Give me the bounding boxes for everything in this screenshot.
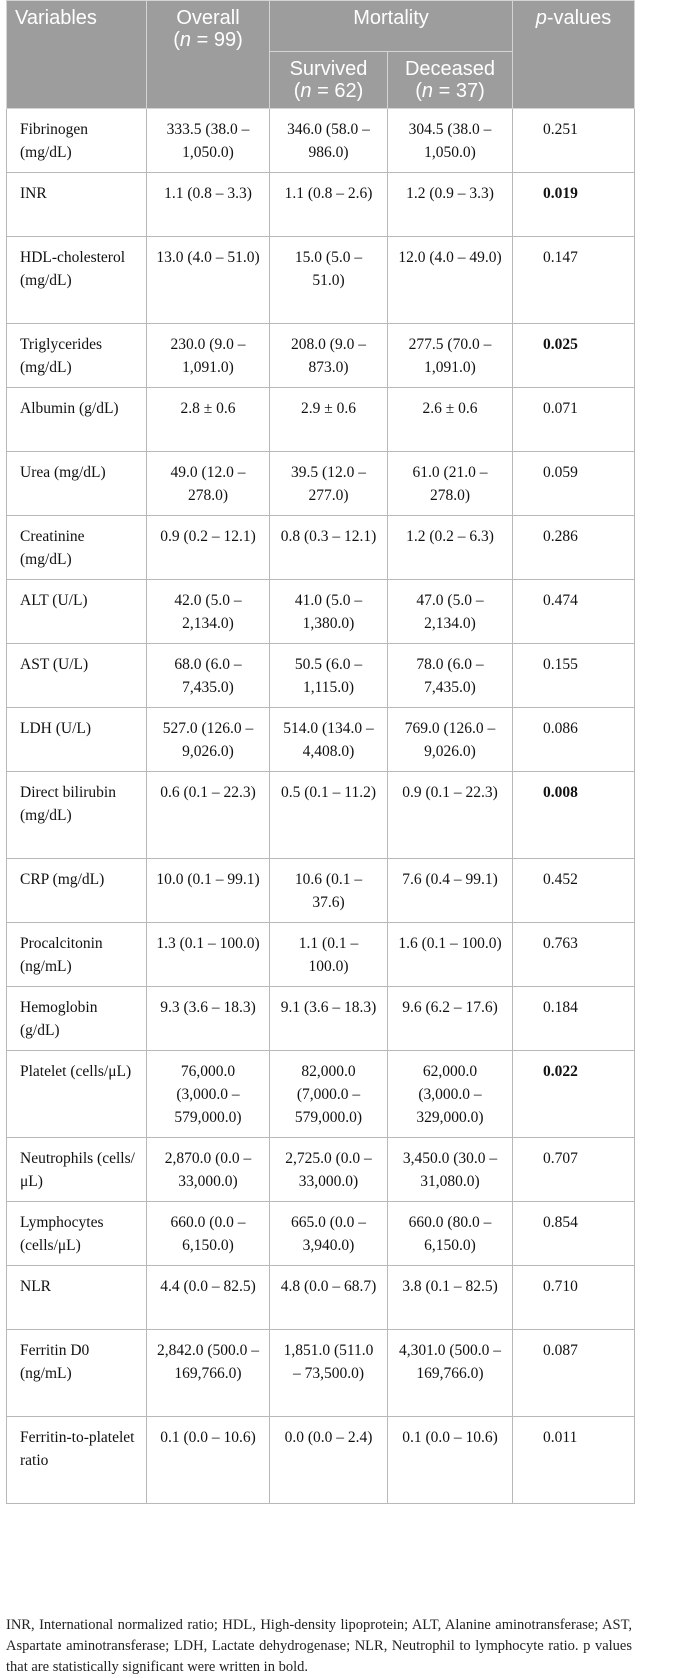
cell-survived: 50.5 (6.0 – 1,115.0) bbox=[270, 644, 388, 708]
cell-variable: AST (U/L) bbox=[7, 644, 147, 708]
cell-variable: Ferritin D0 (ng/mL) bbox=[7, 1330, 147, 1417]
lab-results-table bbox=[6, 0, 635, 1504]
cell-survived: 4.8 (0.0 – 68.7) bbox=[270, 1266, 388, 1330]
cell-survived: 514.0 (134.0 – 4,408.0) bbox=[270, 708, 388, 772]
table-row bbox=[7, 1202, 635, 1266]
cell-survived: 0.5 (0.1 – 11.2) bbox=[270, 772, 388, 859]
cell-pvalue: 0.452 bbox=[513, 859, 635, 923]
cell-pvalue: 0.025 bbox=[513, 324, 635, 388]
table-row bbox=[7, 516, 635, 580]
cell-variable: NLR bbox=[7, 1266, 147, 1330]
cell-deceased: 61.0 (21.0 – 278.0) bbox=[388, 452, 513, 516]
cell-deceased: 1.2 (0.9 – 3.3) bbox=[388, 173, 513, 237]
table-body bbox=[7, 109, 635, 1504]
header-overall-n: (n = 99) bbox=[173, 29, 243, 51]
cell-overall: 13.0 (4.0 – 51.0) bbox=[147, 237, 270, 324]
cell-variable: Creatinine (mg/dL) bbox=[7, 516, 147, 580]
cell-variable: HDL-cholesterol (mg/dL) bbox=[7, 237, 147, 324]
cell-deceased: 277.5 (70.0 – 1,091.0) bbox=[388, 324, 513, 388]
cell-pvalue: 0.019 bbox=[513, 173, 635, 237]
cell-variable: Direct bilirubin (mg/dL) bbox=[7, 772, 147, 859]
cell-deceased: 2.6 ± 0.6 bbox=[388, 388, 513, 452]
table-row bbox=[7, 644, 635, 708]
cell-pvalue: 0.251 bbox=[513, 109, 635, 173]
cell-pvalue: 0.011 bbox=[513, 1417, 635, 1504]
table-row bbox=[7, 580, 635, 644]
cell-survived: 15.0 (5.0 – 51.0) bbox=[270, 237, 388, 324]
table-row bbox=[7, 1138, 635, 1202]
cell-variable: Neutrophils (cells/μL) bbox=[7, 1138, 147, 1202]
cell-variable: Hemoglobin (g/dL) bbox=[7, 987, 147, 1051]
table-row bbox=[7, 388, 635, 452]
cell-variable: Ferritin-to-platelet ratio bbox=[7, 1417, 147, 1504]
table-row bbox=[7, 237, 635, 324]
header-pvalues: p-values bbox=[513, 1, 635, 109]
cell-survived: 9.1 (3.6 – 18.3) bbox=[270, 987, 388, 1051]
cell-pvalue: 0.184 bbox=[513, 987, 635, 1051]
cell-deceased: 9.6 (6.2 – 17.6) bbox=[388, 987, 513, 1051]
cell-pvalue: 0.474 bbox=[513, 580, 635, 644]
cell-pvalue: 0.155 bbox=[513, 644, 635, 708]
cell-survived: 1.1 (0.8 – 2.6) bbox=[270, 173, 388, 237]
header-overall-label: Overall bbox=[176, 7, 240, 29]
cell-deceased: 4,301.0 (500.0 – 169,766.0) bbox=[388, 1330, 513, 1417]
cell-overall: 9.3 (3.6 – 18.3) bbox=[147, 987, 270, 1051]
cell-deceased: 0.9 (0.1 – 22.3) bbox=[388, 772, 513, 859]
table-row bbox=[7, 1266, 635, 1330]
cell-survived: 10.6 (0.1 – 37.6) bbox=[270, 859, 388, 923]
cell-overall: 1.1 (0.8 – 3.3) bbox=[147, 173, 270, 237]
cell-survived: 2,725.0 (0.0 – 33,000.0) bbox=[270, 1138, 388, 1202]
cell-survived: 39.5 (12.0 – 277.0) bbox=[270, 452, 388, 516]
header-survived-label: Survived bbox=[289, 58, 368, 80]
header-survived bbox=[270, 52, 388, 109]
cell-deceased: 62,000.0 (3,000.0 – 329,000.0) bbox=[388, 1051, 513, 1138]
cell-deceased: 304.5 (38.0 – 1,050.0) bbox=[388, 109, 513, 173]
cell-pvalue: 0.763 bbox=[513, 923, 635, 987]
header-deceased-n: (n = 37) bbox=[415, 80, 485, 102]
cell-survived: 1,851.0 (511.0 – 73,500.0) bbox=[270, 1330, 388, 1417]
cell-variable: Platelet (cells/μL) bbox=[7, 1051, 147, 1138]
cell-overall: 10.0 (0.1 – 99.1) bbox=[147, 859, 270, 923]
cell-overall: 0.1 (0.0 – 10.6) bbox=[147, 1417, 270, 1504]
cell-overall: 49.0 (12.0 – 278.0) bbox=[147, 452, 270, 516]
cell-overall: 527.0 (126.0 – 9,026.0) bbox=[147, 708, 270, 772]
cell-overall: 1.3 (0.1 – 100.0) bbox=[147, 923, 270, 987]
cell-overall: 230.0 (9.0 – 1,091.0) bbox=[147, 324, 270, 388]
cell-deceased: 1.6 (0.1 – 100.0) bbox=[388, 923, 513, 987]
cell-variable: CRP (mg/dL) bbox=[7, 859, 147, 923]
header-deceased-label: Deceased bbox=[404, 58, 496, 80]
table-row bbox=[7, 1417, 635, 1504]
table-header bbox=[7, 1, 635, 109]
table-row bbox=[7, 923, 635, 987]
table-row bbox=[7, 772, 635, 859]
cell-variable: Procalcitonin (ng/mL) bbox=[7, 923, 147, 987]
header-overall bbox=[147, 1, 270, 109]
table-row bbox=[7, 173, 635, 237]
cell-overall: 4.4 (0.0 – 82.5) bbox=[147, 1266, 270, 1330]
header-mortality: Mortality bbox=[270, 1, 513, 52]
cell-overall: 2.8 ± 0.6 bbox=[147, 388, 270, 452]
cell-survived: 665.0 (0.0 – 3,940.0) bbox=[270, 1202, 388, 1266]
table-row bbox=[7, 452, 635, 516]
cell-survived: 82,000.0 (7,000.0 – 579,000.0) bbox=[270, 1051, 388, 1138]
cell-deceased: 769.0 (126.0 – 9,026.0) bbox=[388, 708, 513, 772]
cell-variable: Triglycerides (mg/dL) bbox=[7, 324, 147, 388]
cell-variable: INR bbox=[7, 173, 147, 237]
cell-deceased: 1.2 (0.2 – 6.3) bbox=[388, 516, 513, 580]
cell-variable: ALT (U/L) bbox=[7, 580, 147, 644]
cell-variable: LDH (U/L) bbox=[7, 708, 147, 772]
header-deceased bbox=[388, 52, 513, 109]
cell-overall: 660.0 (0.0 – 6,150.0) bbox=[147, 1202, 270, 1266]
cell-deceased: 78.0 (6.0 – 7,435.0) bbox=[388, 644, 513, 708]
table-row bbox=[7, 708, 635, 772]
cell-overall: 2,842.0 (500.0 – 169,766.0) bbox=[147, 1330, 270, 1417]
cell-deceased: 12.0 (4.0 – 49.0) bbox=[388, 237, 513, 324]
table-row bbox=[7, 1051, 635, 1138]
cell-pvalue: 0.710 bbox=[513, 1266, 635, 1330]
cell-survived: 346.0 (58.0 – 986.0) bbox=[270, 109, 388, 173]
table-row bbox=[7, 987, 635, 1051]
cell-survived: 2.9 ± 0.6 bbox=[270, 388, 388, 452]
table-row bbox=[7, 109, 635, 173]
cell-deceased: 0.1 (0.0 – 10.6) bbox=[388, 1417, 513, 1504]
cell-deceased: 7.6 (0.4 – 99.1) bbox=[388, 859, 513, 923]
header-variables: Variables bbox=[7, 1, 147, 109]
cell-pvalue: 0.022 bbox=[513, 1051, 635, 1138]
cell-pvalue: 0.059 bbox=[513, 452, 635, 516]
cell-deceased: 3,450.0 (30.0 – 31,080.0) bbox=[388, 1138, 513, 1202]
cell-pvalue: 0.707 bbox=[513, 1138, 635, 1202]
cell-pvalue: 0.147 bbox=[513, 237, 635, 324]
cell-pvalue: 0.854 bbox=[513, 1202, 635, 1266]
cell-pvalue: 0.286 bbox=[513, 516, 635, 580]
cell-survived: 1.1 (0.1 – 100.0) bbox=[270, 923, 388, 987]
cell-overall: 2,870.0 (0.0 – 33,000.0) bbox=[147, 1138, 270, 1202]
cell-variable: Urea (mg/dL) bbox=[7, 452, 147, 516]
cell-deceased: 660.0 (80.0 – 6,150.0) bbox=[388, 1202, 513, 1266]
table-footnote: INR, International normalized ratio; HDL, High-density lipoprotein; ALT, Alanine aminotransferase; AST, Aspartate aminotransferase; LDH, Lactate dehydrogenase; NLR, Neutrophil to lymphocyte ratio. p values that are statistically significant were written in bold. bbox=[6, 1617, 632, 1675]
cell-pvalue: 0.071 bbox=[513, 388, 635, 452]
cell-overall: 76,000.0 (3,000.0 – 579,000.0) bbox=[147, 1051, 270, 1138]
cell-survived: 41.0 (5.0 – 1,380.0) bbox=[270, 580, 388, 644]
table-row bbox=[7, 859, 635, 923]
cell-overall: 68.0 (6.0 – 7,435.0) bbox=[147, 644, 270, 708]
cell-deceased: 47.0 (5.0 – 2,134.0) bbox=[388, 580, 513, 644]
cell-survived: 208.0 (9.0 – 873.0) bbox=[270, 324, 388, 388]
cell-survived: 0.8 (0.3 – 12.1) bbox=[270, 516, 388, 580]
table-row bbox=[7, 1330, 635, 1417]
cell-pvalue: 0.008 bbox=[513, 772, 635, 859]
table-row bbox=[7, 324, 635, 388]
lab-results-table-container bbox=[6, 0, 634, 1504]
cell-variable: Fibrinogen (mg/dL) bbox=[7, 109, 147, 173]
cell-overall: 0.9 (0.2 – 12.1) bbox=[147, 516, 270, 580]
cell-overall: 42.0 (5.0 – 2,134.0) bbox=[147, 580, 270, 644]
header-survived-n: (n = 62) bbox=[293, 80, 364, 102]
cell-deceased: 3.8 (0.1 – 82.5) bbox=[388, 1266, 513, 1330]
cell-pvalue: 0.086 bbox=[513, 708, 635, 772]
cell-variable: Lymphocytes (cells/μL) bbox=[7, 1202, 147, 1266]
cell-survived: 0.0 (0.0 – 2.4) bbox=[270, 1417, 388, 1504]
cell-overall: 333.5 (38.0 – 1,050.0) bbox=[147, 109, 270, 173]
cell-pvalue: 0.087 bbox=[513, 1330, 635, 1417]
cell-variable: Albumin (g/dL) bbox=[7, 388, 147, 452]
cell-overall: 0.6 (0.1 – 22.3) bbox=[147, 772, 270, 859]
